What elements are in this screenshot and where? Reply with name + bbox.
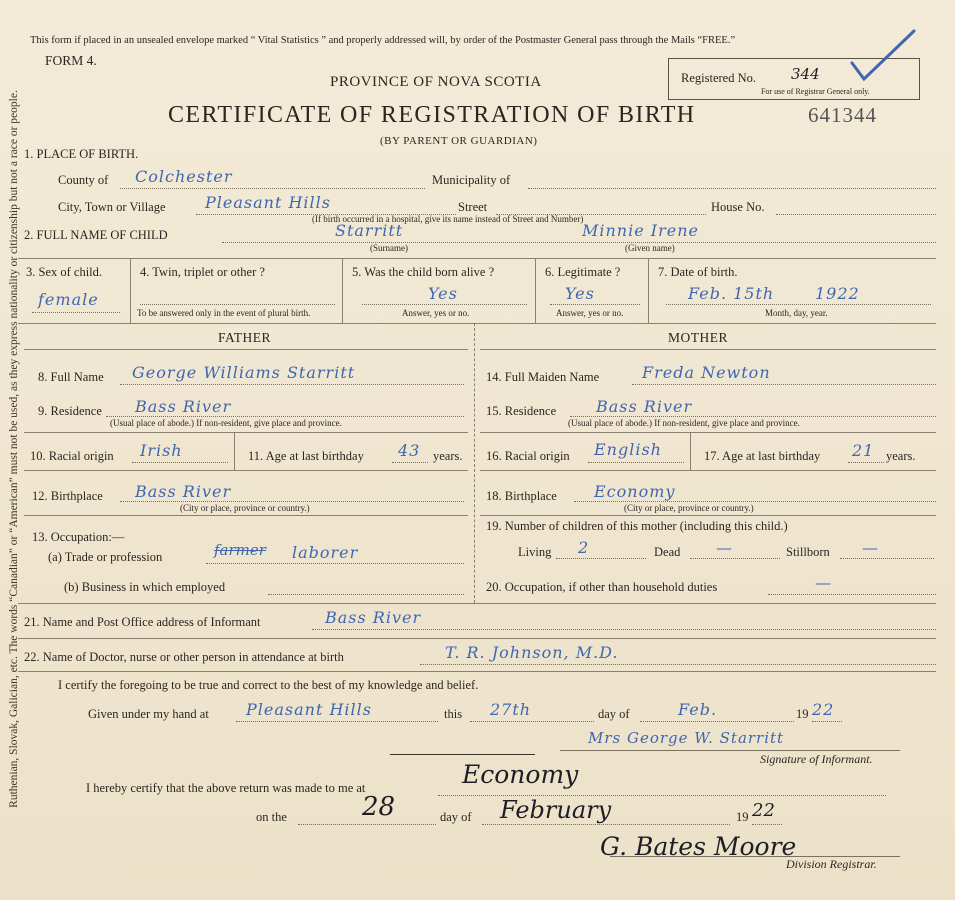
registrar-on-the: on the: [256, 810, 287, 824]
mother-children-label: 19. Number of children of this mother (including this child.): [486, 519, 788, 533]
informant-signature: Mrs George W. Starritt: [588, 729, 785, 747]
alive-label: 5. Was the child born alive ?: [352, 265, 495, 279]
stillborn-label: Stillborn: [786, 545, 830, 559]
certify-month: Feb.: [678, 700, 718, 719]
mother-residence-label: 15. Residence: [486, 404, 557, 418]
father-name-value: George Williams Starritt: [132, 363, 356, 382]
certify-year-prefix: 19: [796, 707, 809, 721]
father-business-label: (b) Business in which employed: [64, 580, 226, 594]
registrar-month: February: [500, 796, 612, 824]
certify-year: 22: [812, 700, 835, 719]
sex-label: 3. Sex of child.: [26, 265, 103, 279]
father-birthplace-note: (City or place, province or country.): [180, 503, 310, 513]
mother-racial-label: 16. Racial origin: [486, 449, 570, 463]
legitimate-note: Answer, yes or no.: [556, 308, 624, 318]
doctor-label: 22. Name of Doctor, nurse or other person in attendance at birth: [24, 650, 344, 664]
certificate-subtitle: (BY PARENT OR GUARDIAN): [380, 135, 538, 147]
father-birthplace-value: Bass River: [135, 482, 232, 501]
house-label: House No.: [711, 200, 765, 214]
child-surname: Starritt: [335, 221, 404, 240]
legitimate-value: Yes: [565, 284, 595, 303]
certify-text: I certify the foregoing to be true and correct to the best of my knowledge and belief.: [58, 678, 479, 692]
father-residence-value: Bass River: [135, 397, 232, 416]
child-given-name: Minnie Irene: [582, 221, 699, 240]
living-label: Living: [518, 545, 552, 559]
father-racial-label: 10. Racial origin: [30, 449, 114, 463]
dob-value: Feb. 15th: [688, 284, 775, 303]
father-occupation-label: 13. Occupation:—: [32, 530, 125, 544]
mother-occupation-value: —: [815, 573, 832, 592]
registrar-text: I hereby certify that the above return was made to me at: [86, 781, 366, 795]
registrar-signature: G. Bates Moore: [600, 832, 797, 861]
registrar-caption: Division Registrar.: [786, 857, 877, 871]
twin-label: 4. Twin, triplet or other ?: [140, 265, 265, 279]
stillborn-value: —: [862, 538, 879, 557]
mother-residence-value: Bass River: [596, 397, 693, 416]
living-value: 2: [578, 538, 590, 557]
registrar-year: 22: [752, 800, 775, 821]
city-value: Pleasant Hills: [205, 193, 331, 212]
this-label: this: [444, 707, 463, 721]
registrar-year-prefix: 19: [736, 810, 749, 824]
city-label: City, Town or Village: [58, 200, 166, 214]
mother-occupation-label: 20. Occupation, if other than household duties: [486, 580, 718, 594]
registrar-day: 28: [362, 792, 396, 822]
dead-value: —: [716, 538, 733, 557]
registered-label: Registered No.: [681, 71, 756, 85]
mother-birthplace-label: 18. Birthplace: [486, 489, 557, 503]
child-name-label: 2. FULL NAME OF CHILD: [24, 228, 168, 242]
father-trade-struck: farmer: [214, 541, 266, 559]
dead-label: Dead: [654, 545, 681, 559]
registrar-place: Economy: [462, 760, 579, 789]
father-years: years.: [433, 449, 463, 463]
registrar-day-of: day of: [440, 810, 472, 824]
mother-age-value: 21: [852, 441, 875, 460]
street-label: Street: [458, 200, 488, 214]
father-age-value: 43: [398, 441, 421, 460]
informant-value: Bass River: [325, 608, 422, 627]
informant-label: 21. Name and Post Office address of Informant: [24, 615, 261, 629]
doctor-value: T. R. Johnson, M.D.: [445, 643, 619, 662]
legitimate-label: 6. Legitimate ?: [545, 265, 621, 279]
province-heading: PROVINCE OF NOVA SCOTIA: [330, 74, 542, 90]
registrar-note: For use of Registrar General only.: [761, 87, 870, 96]
sex-value: female: [38, 290, 99, 309]
mail-notice: This form if placed in an unsealed envelope marked “ Vital Statistics ” and properly addressed will, by order of the Postmaster General pass through the Mails “FREE.”: [30, 35, 736, 46]
mother-residence-note: (Usual place of abode.) If non-resident, give place and province.: [568, 418, 800, 428]
surname-caption: (Surname): [370, 243, 408, 253]
father-trade-value: laborer: [292, 543, 359, 562]
father-residence-label: 9. Residence: [38, 404, 102, 418]
form-number: FORM 4.: [45, 53, 97, 68]
mother-heading: MOTHER: [668, 330, 728, 345]
mother-name-value: Freda Newton: [642, 363, 771, 382]
certificate-title: CERTIFICATE OF REGISTRATION OF BIRTH: [168, 102, 696, 128]
certify-day-of: day of: [598, 707, 630, 721]
mother-birthplace-note: (City or place, province or country.): [624, 503, 754, 513]
alive-value: Yes: [428, 284, 458, 303]
father-trade-label: (a) Trade or profession: [48, 550, 163, 564]
alive-note: Answer, yes or no.: [402, 308, 470, 318]
county-label: County of: [58, 173, 109, 187]
registered-box: [668, 58, 920, 100]
mother-birthplace-value: Economy: [594, 482, 676, 501]
stamp-number: 641344: [808, 103, 877, 127]
municipality-label: Municipality of: [432, 173, 511, 187]
mother-years: years.: [886, 449, 916, 463]
father-age-label: 11. Age at last birthday: [248, 449, 364, 463]
given-place: Pleasant Hills: [246, 700, 372, 719]
signature-caption: Signature of Informant.: [760, 752, 873, 766]
place-heading: 1. PLACE OF BIRTH.: [24, 147, 139, 161]
side-notice: Ruthenian, Slovak, Galician, etc. The words “Canadian” or “American” must not be used, as they express nationality or citizenship but not a race or people.: [8, 90, 20, 808]
father-birthplace-label: 12. Birthplace: [32, 489, 103, 503]
mother-racial-value: English: [594, 440, 662, 459]
hospital-note: (If birth occurred in a hospital, give its name instead of Street and Number): [312, 214, 584, 224]
mother-name-label: 14. Full Maiden Name: [486, 370, 600, 384]
given-caption: (Given name): [625, 243, 675, 253]
registered-number: 344: [791, 65, 820, 83]
father-heading: FATHER: [218, 330, 272, 345]
father-name-label: 8. Full Name: [38, 370, 104, 384]
mother-age-label: 17. Age at last birthday: [704, 449, 821, 463]
checkmark-icon: [844, 27, 924, 87]
certify-day: 27th: [490, 700, 532, 719]
father-residence-note: (Usual place of abode.) If non-resident, give place and province.: [110, 418, 342, 428]
dob-label: 7. Date of birth.: [658, 265, 738, 279]
given-label: Given under my hand at: [88, 707, 209, 721]
county-value: Colchester: [135, 167, 233, 186]
dob-year: 1922: [815, 284, 860, 303]
dob-note: Month, day, year.: [765, 308, 828, 318]
twin-note: To be answered only in the event of plural birth.: [137, 308, 311, 318]
father-racial-value: Irish: [140, 441, 183, 460]
